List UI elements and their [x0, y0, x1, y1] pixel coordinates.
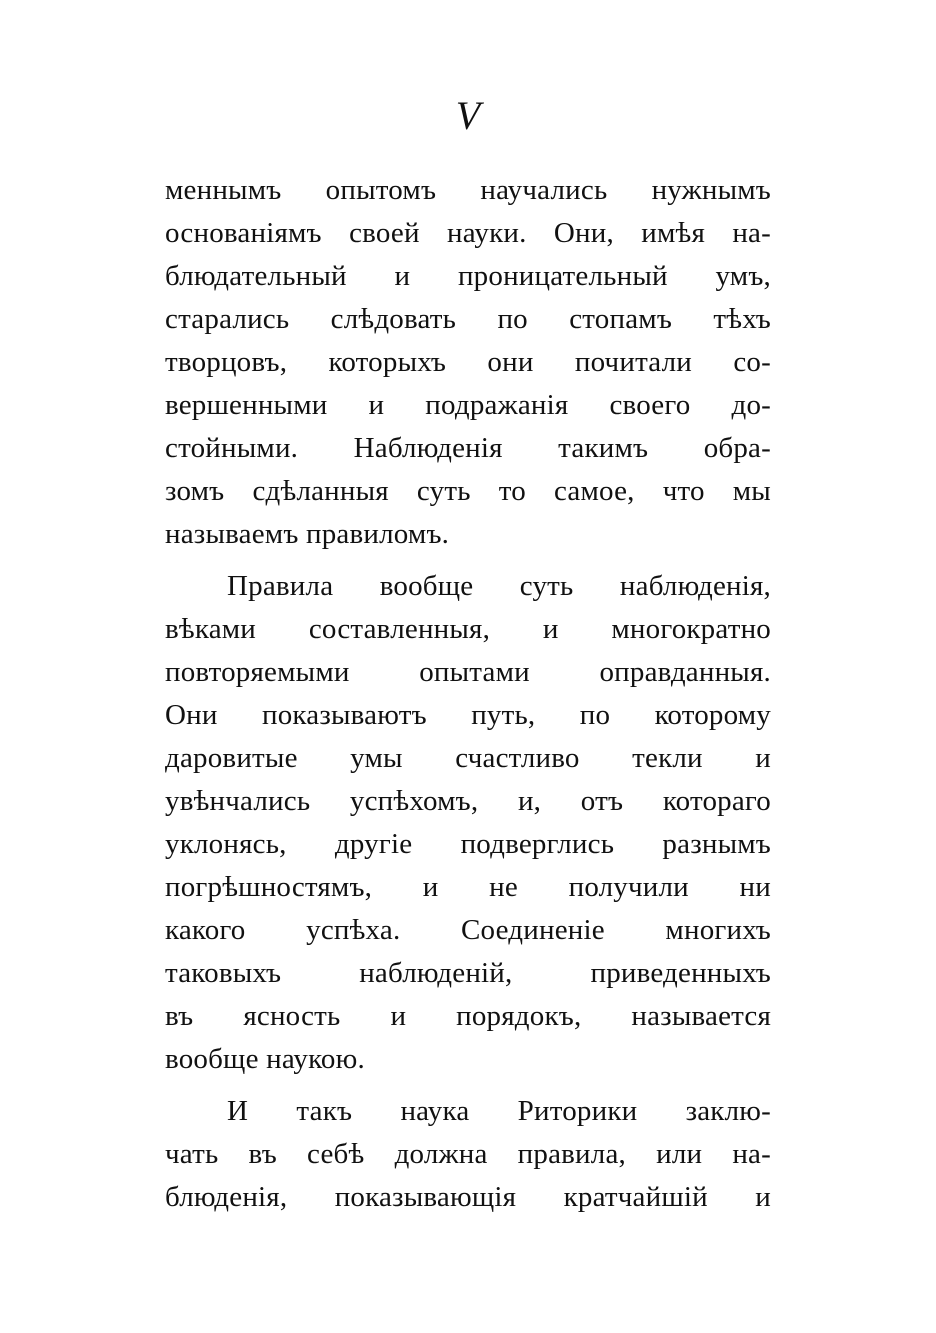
text-line: Они показываютъ путь, по которому	[165, 699, 771, 731]
page-number: V	[455, 93, 481, 138]
text-line: погрѣшностямъ, и не получили ни	[165, 871, 771, 903]
text-line: даровитые умы счастливо текли и	[165, 742, 771, 774]
text-line: творцовъ, которыхъ они почитали со-	[165, 346, 771, 378]
text-line: блюденія, показывающія кратчайшій и	[165, 1181, 771, 1213]
text-line: меннымъ опытомъ научались нужнымъ	[165, 174, 771, 206]
text-line: вообще наукою.	[165, 1043, 365, 1075]
paragraph-gap	[165, 1081, 771, 1090]
body-text	[165, 169, 771, 1219]
text-line: зомъ сдѣланныя суть то самое, что мы	[165, 475, 771, 507]
paragraph-1	[165, 169, 771, 556]
text-line: повторяемыми опытами оправданныя.	[165, 656, 771, 688]
text-line: стойными. Наблюденія такимъ обра-	[165, 432, 771, 464]
text-line: старались слѣдовать по стопамъ тѣхъ	[165, 303, 771, 335]
text-line: уклонясь, другіе подверглись разнымъ	[165, 828, 771, 860]
text-line: вершенными и подражанія своего до-	[165, 389, 771, 421]
paragraph-2	[165, 565, 771, 1081]
text-line: какого успѣха. Соединеніе многихъ	[165, 914, 771, 946]
text-line: И такъ наука Риторики заклю-	[227, 1095, 771, 1127]
text-line: увѣнчались успѣхомъ, и, отъ котораго	[165, 785, 771, 817]
text-line: чать въ себѣ должна правила, или на-	[165, 1138, 771, 1170]
text-line: основаніямъ своей науки. Они, имѣя на-	[165, 217, 771, 249]
paragraph-3	[165, 1090, 771, 1219]
paragraph-gap	[165, 556, 771, 565]
text-line: таковыхъ наблюденій, приведенныхъ	[165, 957, 771, 989]
text-line: называемъ правиломъ.	[165, 518, 450, 550]
text-line: Правила вообще суть наблюденія,	[227, 570, 771, 602]
text-line: въ ясность и порядокъ, называется	[165, 1000, 771, 1032]
text-line: вѣками составленныя, и многократно	[165, 613, 771, 645]
text-line: блюдательный и проницательный умъ,	[165, 260, 771, 292]
